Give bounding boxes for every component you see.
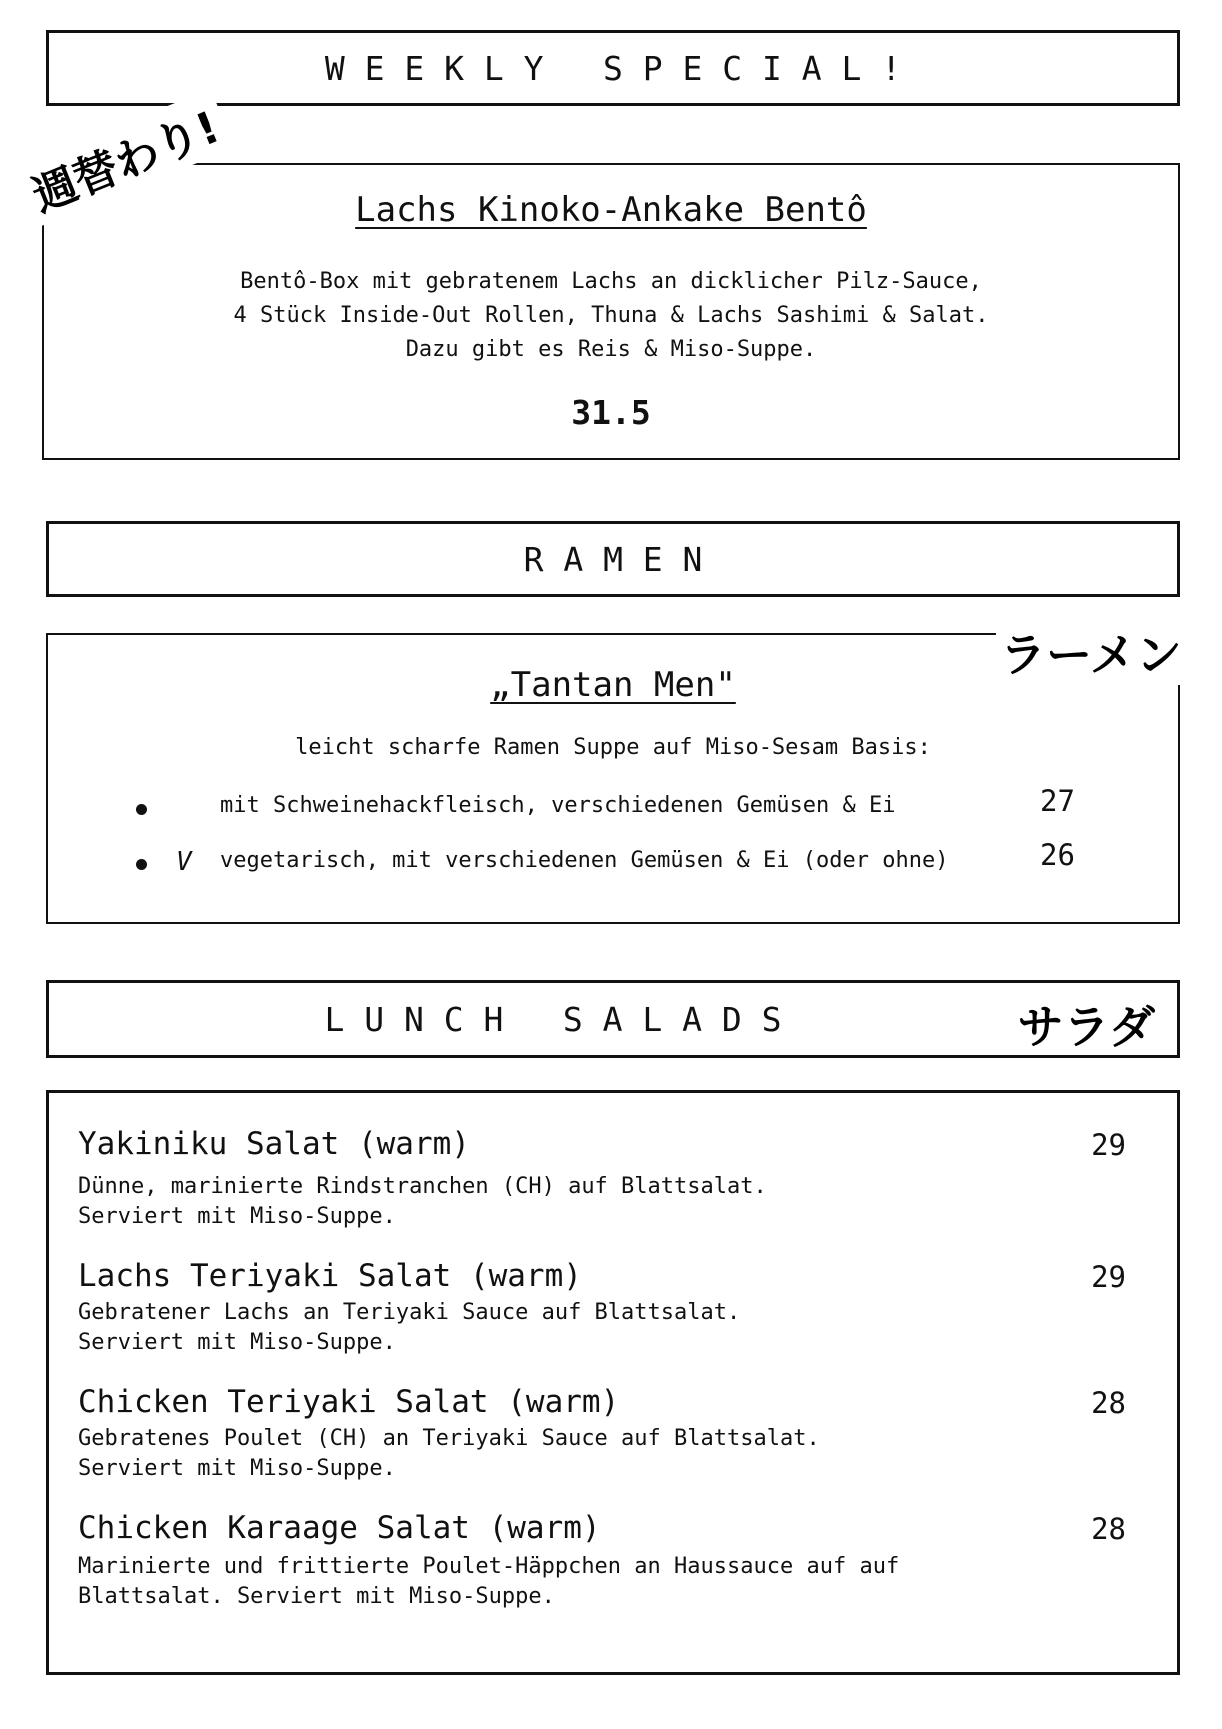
salad-price-3: 28 [1091,1386,1126,1420]
salad-desc-3: Gebratenes Poulet (CH) an Teriyaki Sauce auf Blattsalat. Serviert mit Miso-Suppe. [78,1426,820,1481]
salad-desc-1: Dünne, marinierte Rindstranchen (CH) auf Blattsalat. Serviert mit Miso-Suppe. [78,1174,767,1229]
special-description: Bentô-Box mit gebratenem Lachs an dicklicher Pilz-Sauce, 4 Stück Inside-Out Rollen, Thuna & Lachs Sashimi & Salat. Dazu gibt es Reis & Miso-Suppe. [233,269,989,362]
ramen-jp-label: ラーメン [996,619,1186,685]
ramen-item-2: vegetarisch, mit verschiedenen Gemüsen & Ei (oder ohne) [220,848,949,873]
salad-price-2: 29 [1091,1260,1126,1294]
ramen-subtitle: leicht scharfe Ramen Suppe auf Miso-Sesam Basis: [295,735,931,760]
vegetarian-icon: V [176,847,192,877]
weekly-special-card [42,163,1180,460]
salads-jp-label: サラダ [1017,1000,1155,1054]
ramen-bullet-1 [136,804,147,815]
salad-desc-2: Gebratener Lachs an Teriyaki Sauce auf Blattsalat. Serviert mit Miso-Suppe. [78,1300,741,1355]
ramen-title: „Tantan Men" [490,665,736,705]
salad-name-2: Lachs Teriyaki Salat (warm) [78,1258,582,1294]
special-title: Lachs Kinoko-Ankake Bentô [355,190,867,230]
weekly-special-banner [46,30,1180,106]
ramen-price-1: 27 [1040,784,1075,818]
ramen-heading: R A M E N [523,540,703,579]
salad-price-1: 29 [1091,1128,1126,1162]
ramen-price-2: 26 [1040,838,1075,872]
salad-name-1: Yakiniku Salat (warm) [78,1126,470,1162]
salads-banner [46,980,1180,1058]
special-price: 31.5 [571,393,651,432]
weekly-special-jp-label: 週替わり! [14,89,235,228]
salad-desc-4: Marinierte und frittierte Poulet-Häppchen an Haussauce auf auf Blattsalat. Serviert mit Miso-Suppe. [78,1554,900,1609]
salad-price-4: 28 [1091,1512,1126,1546]
ramen-bullet-2 [136,859,147,870]
salad-name-4: Chicken Karaage Salat (warm) [78,1510,601,1546]
ramen-banner [46,521,1180,597]
weekly-special-heading: W E E K L Y S P E C I A L ! [324,49,902,88]
salad-name-3: Chicken Teriyaki Salat (warm) [78,1384,620,1420]
salads-heading: L U N C H S A L A D S [324,1000,782,1039]
ramen-item-1: mit Schweinehackfleisch, verschiedenen Gemüsen & Ei [220,793,896,818]
